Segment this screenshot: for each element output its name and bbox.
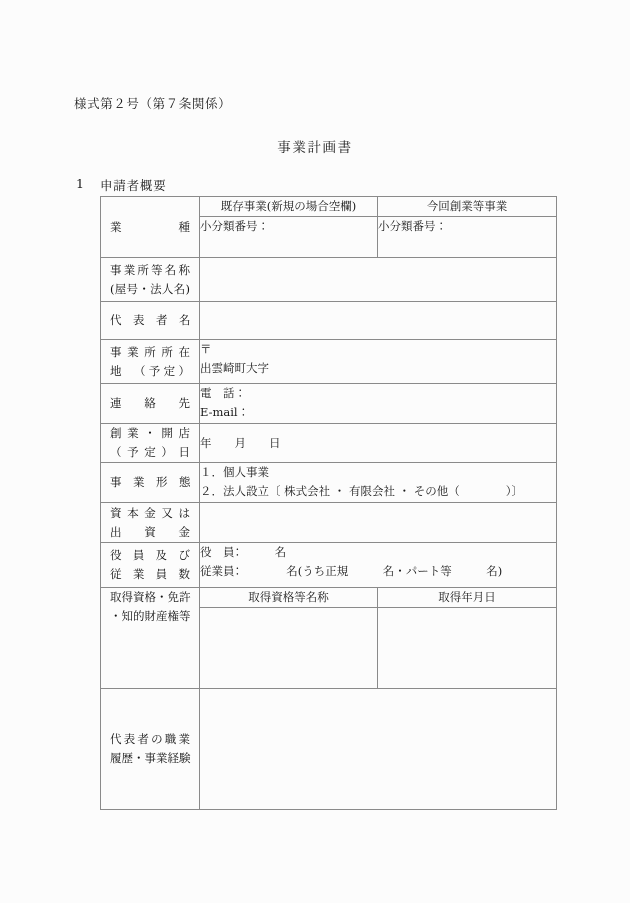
field-qualification-name[interactable] (200, 608, 378, 689)
label-career-line1: 代表者の職業 (110, 732, 190, 746)
label-representative-name (101, 302, 200, 340)
table-row-employees (101, 543, 557, 588)
label-business-form-text: 事 業 形 態 (110, 475, 191, 489)
label-industry-text: 業 種 (110, 219, 190, 234)
field-contact[interactable] (200, 384, 557, 424)
field-existing-industry-code[interactable]: 小分類番号： (200, 217, 378, 258)
table-row-business-form (101, 463, 557, 503)
label-capital-line2: 出 資 金 (110, 524, 190, 539)
business-form-option-sole-proprietorship[interactable]: １．個人事業 (200, 465, 269, 479)
label-representative-name-text: 代 表 者 名 (110, 313, 191, 327)
table-row-office-address (101, 340, 557, 384)
field-employees-count: 従業員： 名(うち正規 名・パート等 名) (200, 564, 503, 578)
label-qualifications (101, 588, 200, 689)
label-qualifications-line1: 取得資格・免許 (110, 590, 191, 604)
form-number: 様式第２号（第７条関係） (74, 96, 232, 111)
table-row-representative-name (101, 302, 557, 340)
label-career-line2: 履歴・事業経験 (110, 751, 191, 765)
section-number: 1 (76, 176, 84, 191)
applicant-overview-table (100, 196, 557, 810)
field-contact-email: E-mail： (200, 405, 250, 419)
field-officers-count: 役 員： 名 (200, 545, 287, 559)
field-capital[interactable] (200, 503, 557, 543)
label-opening-date-line1: 創業・開店 (110, 426, 190, 440)
table-row-opening-date (101, 424, 557, 463)
page-title: 事業計画書 (277, 140, 353, 156)
business-form-option-incorporation[interactable]: ２．法人設立〔 株式会社 ・ 有限会社 ・ その他（ ）〕 (200, 484, 524, 498)
label-contact-text: 連 絡 先 (110, 396, 190, 410)
label-career (101, 689, 200, 810)
label-capital-line1: 資本金又は (110, 505, 190, 520)
table-row-industry-header (101, 197, 557, 217)
label-office-name-line1: 事業所等名称 (110, 262, 190, 277)
label-office-name (101, 258, 200, 302)
header-new-business: 今回創業等事業 (378, 197, 557, 217)
label-opening-date (101, 424, 200, 463)
table-row-capital (101, 503, 557, 543)
field-career[interactable] (200, 689, 557, 810)
header-qualification-name: 取得資格等名称 (200, 588, 378, 608)
label-capital (101, 503, 200, 543)
field-business-form[interactable] (200, 463, 557, 503)
field-office-name[interactable] (200, 258, 557, 302)
label-office-address-line2: 地 （予定） (110, 363, 190, 378)
field-qualification-date[interactable] (378, 608, 557, 689)
field-office-address[interactable] (200, 340, 557, 384)
label-industry (101, 197, 200, 258)
label-employees-line1: 役員及び (110, 548, 190, 562)
field-office-address-town: 出雲崎町大字 (200, 361, 269, 375)
field-office-address-postal: 〒 (200, 342, 212, 356)
field-contact-phone: 電 話： (200, 386, 246, 400)
section-title: 申請者概要 (100, 178, 167, 193)
label-employees-line2: 従業員数 (110, 567, 190, 581)
table-row-office-name (101, 258, 557, 302)
table-row-contact (101, 384, 557, 424)
label-business-form (101, 463, 200, 503)
field-representative-name[interactable] (200, 302, 557, 340)
table-row-career (101, 689, 557, 810)
header-existing-business: 既存事業(新規の場合空欄) (200, 197, 378, 217)
header-qualification-date: 取得年月日 (378, 588, 557, 608)
table-row-qualifications-header (101, 588, 557, 608)
label-office-name-line2: (屋号・法人名) (110, 281, 190, 296)
label-qualifications-line2: ・知的財産権等 (110, 609, 191, 623)
applicant-overview-table-wrapper (100, 196, 553, 810)
label-office-address-line1: 事業所所在 (110, 344, 190, 359)
label-employees (101, 543, 200, 588)
field-opening-date[interactable]: 年 月 日 (200, 424, 557, 463)
label-office-address (101, 340, 200, 384)
label-contact (101, 384, 200, 424)
label-opening-date-line2: （予定）日 (110, 445, 190, 459)
field-new-industry-code[interactable]: 小分類番号： (378, 217, 557, 258)
field-employees[interactable] (200, 543, 557, 588)
